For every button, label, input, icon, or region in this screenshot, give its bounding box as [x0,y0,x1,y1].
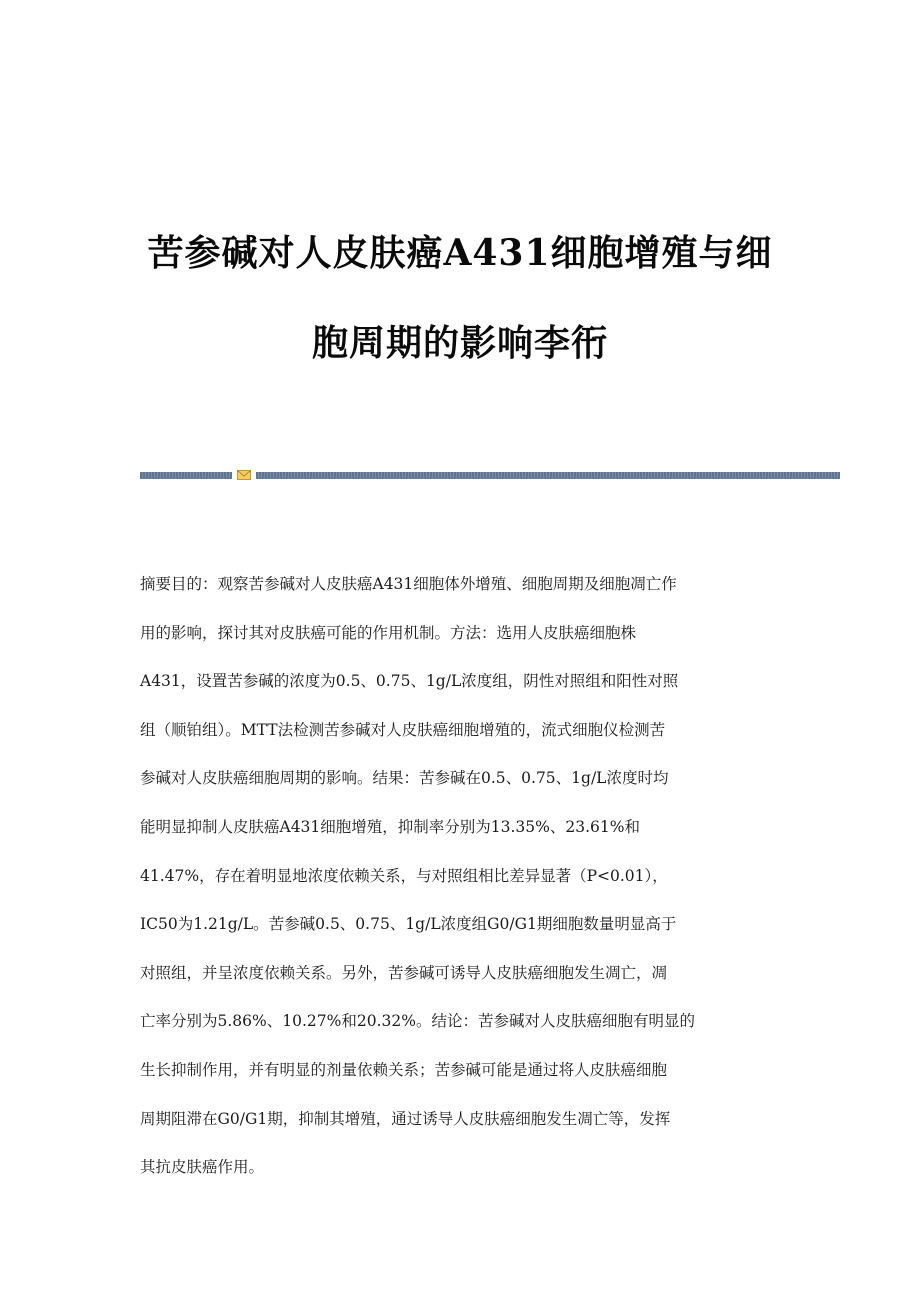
abstract-line: 对照组，并呈浓度依赖关系。另外，苦参碱可诱导人皮肤癌细胞发生凋亡，凋 [140,963,668,982]
abstract-line: 41.47%，存在着明显地浓度依赖关系，与对照组相比差异显著（P<0.01）， [140,866,668,885]
abstract-line: 周期阻滞在G0/G1期，抑制其增殖，通过诱导人皮肤癌细胞发生凋亡等，发挥 [140,1109,671,1128]
abstract-line: 用的影响，探讨其对皮肤癌可能的作用机制。方法：选用人皮肤癌细胞株 [140,623,637,642]
abstract-line: 能明显抑制人皮肤癌A431细胞增殖，抑制率分别为13.35%、23.61%和 [140,817,640,836]
title-line-1: 苦参碱对人皮肤癌A431细胞增殖与细 [147,232,773,274]
abstract-line: 组（顺铂组）。MTT法检测苦参碱对人皮肤癌细胞增殖的，流式细胞仪检测苦 [140,720,666,739]
abstract-paragraph [140,560,780,1192]
paper-title [100,208,820,388]
divider-bar-right [256,472,840,479]
abstract-line: 生长抑制作用，并有明显的剂量依赖关系；苦参碱可能是通过将人皮肤癌细胞 [140,1060,668,1079]
abstract-line: A431，设置苦参碱的浓度为0.5、0.75、1g/L浓度组，阴性对照组和阳性对照 [140,672,679,691]
title-line-2: 胞周期的影响李衎 [311,322,608,364]
abstract-line: 其抗皮肤癌作用。 [140,1158,265,1177]
abstract-line: IC50为1.21g/L。苦参碱0.5、0.75、1g/L浓度组G0/G1期细胞数量明显高于 [140,915,677,934]
abstract-line: 摘要目的：观察苦参碱对人皮肤癌A431细胞体外增殖、细胞周期及细胞凋亡作 [140,575,677,593]
divider-bar-left [140,472,232,479]
envelope-icon [237,469,251,481]
abstract-line: 亡率分别为5.86%、10.27%和20.32%。结论：苦参碱对人皮肤癌细胞有明显的 [140,1012,695,1031]
abstract-line: 参碱对人皮肤癌细胞周期的影响。结果：苦参碱在0.5、0.75、1g/L浓度时均 [140,769,669,788]
title-divider [140,469,840,483]
